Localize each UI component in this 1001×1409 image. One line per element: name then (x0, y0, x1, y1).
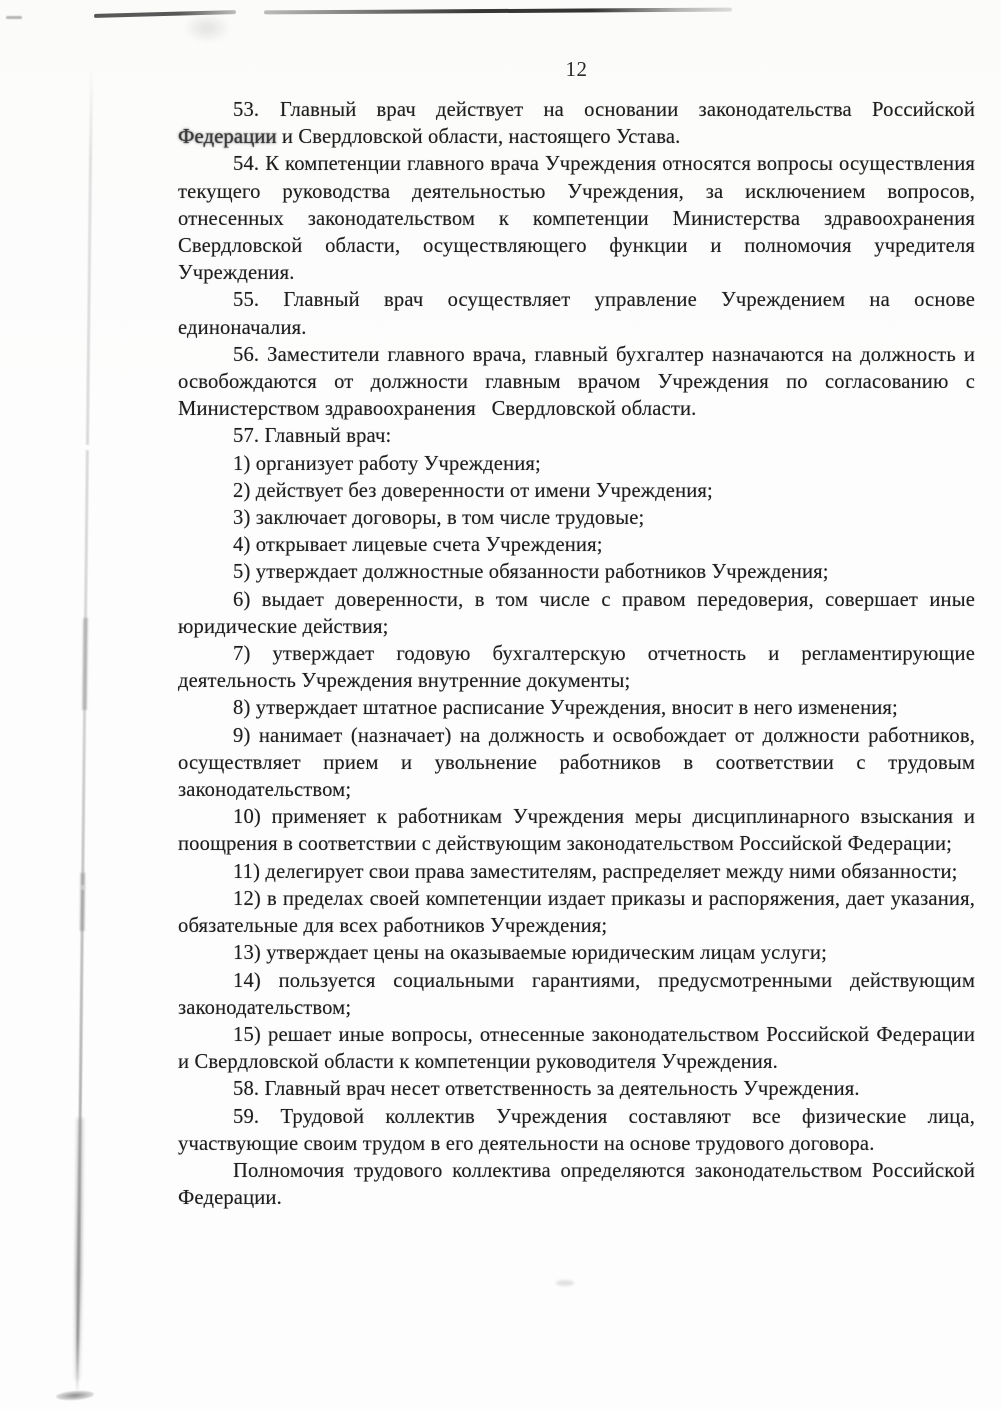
page-number: 12 (565, 57, 588, 81)
list-item-1: 1) организует работу Учреждения; (233, 452, 541, 475)
list-item-9: 9) нанимает (назначает) на должность и освобождает от должности работников, осуществляет прием и увольнение работников в соответствии с трудовым законодательством; (178, 724, 975, 802)
paragraph-53-text-after: и Свердловской области, настоящего Устава. (276, 126, 681, 149)
list-item-4: 4) открывает лицевые счета Учреждения; (233, 534, 603, 557)
list-item-8: 8) утверждает штатное расписание Учреждения, вносит в него изменения; (233, 697, 898, 720)
scan-streak-top-center (264, 8, 732, 15)
paragraph-59: 59. Трудовой коллектив Учреждения составляют все физические лица, участвующие своим трудом в его деятельности на основе трудового договора. (178, 1105, 975, 1155)
list-item-7: 7) утверждает годовую бухгалтерскую отчетность и регламентирующие деятельность Учреждения внутренние документы; (178, 643, 975, 693)
list-item-3: 3) заключает договоры, в том числе трудовые; (233, 507, 645, 530)
paragraph-57: 57. Главный врач: (233, 425, 392, 448)
paragraph-56: 56. Заместители главного врача, главный бухгалтер назначаются на должность и освобождаются от должности главным врачом Учреждения по согласованию с Министерством здравоохранения Свердловской области. (178, 343, 975, 421)
scan-faint-mark (556, 1280, 574, 1286)
scan-crease-gap (79, 885, 87, 890)
scan-smudge-bottom-left (56, 1390, 95, 1402)
list-item-6: 6) выдает доверенности, в том числе с правом передоверия, совершает иные юридические действия; (178, 588, 975, 638)
paragraph-54: 54. К компетенции главного врача Учреждения относятся вопросы осуществления текущего руководства деятельностью Учреждения, за исключением вопросов, отнесенных законодательством к компетенции Министерства здравоохранения Свердловской области, осуществляющего функции и полномочия учредителя Учреждения. (178, 153, 975, 285)
list-item-13: 13) утверждает цены на оказываемые юридическим лицам услуги; (233, 942, 827, 965)
paragraph-53-smudged-word: Федерации (178, 126, 277, 149)
paragraph-58: 58. Главный врач несет ответственность за деятельность Учреждения. (233, 1078, 860, 1101)
scan-dash-top-left (6, 16, 22, 19)
list-item-14: 14) пользуется социальными гарантиями, предусмотренными действующим законодательством; (178, 969, 975, 1019)
list-item-10: 10) применяет к работникам Учреждения меры дисциплинарного взыскания и поощрения в соответствии с действующим законодательством Российской Федерации; (178, 806, 975, 856)
paragraph-53-text-before: 53. Главный врач действует на основании законодательства Российской (233, 99, 975, 121)
scan-crease-line (76, 68, 93, 1390)
scan-crease-dark-segment (80, 873, 86, 931)
document-body (178, 97, 975, 1212)
scan-streak-top-left (94, 10, 236, 18)
list-item-2: 2) действует без доверенности от имени Учреждения; (233, 479, 713, 502)
scan-crease-gap (84, 445, 92, 450)
paragraph-closing: Полномочия трудового коллектива определяются законодательством Российской Федерации. (178, 1159, 975, 1210)
list-item-5: 5) утверждает должностные обязанности работников Учреждения; (233, 561, 829, 584)
list-item-12: 12) в пределах своей компетенции издает приказы и распоряжения, дает указания, обязательные для всех работников Учреждения; (178, 887, 975, 938)
paragraph-53 (178, 97, 975, 151)
scan-blob-top (183, 13, 231, 43)
list-item-15: 15) решает иные вопросы, отнесенные законодательством Российской Федерации и Свердловской области к компетенции руководителя Учреждения. (178, 1023, 975, 1074)
scan-crease-soft-segment (74, 1118, 84, 1380)
paragraph-55: 55. Главный врач осуществляет управление Учреждением на основе единоначалия. (178, 289, 975, 339)
scan-crease-dark-segment (82, 618, 88, 710)
list-item-11: 11) делегирует свои права заместителям, распределяет между ними обязанности; (233, 860, 958, 883)
